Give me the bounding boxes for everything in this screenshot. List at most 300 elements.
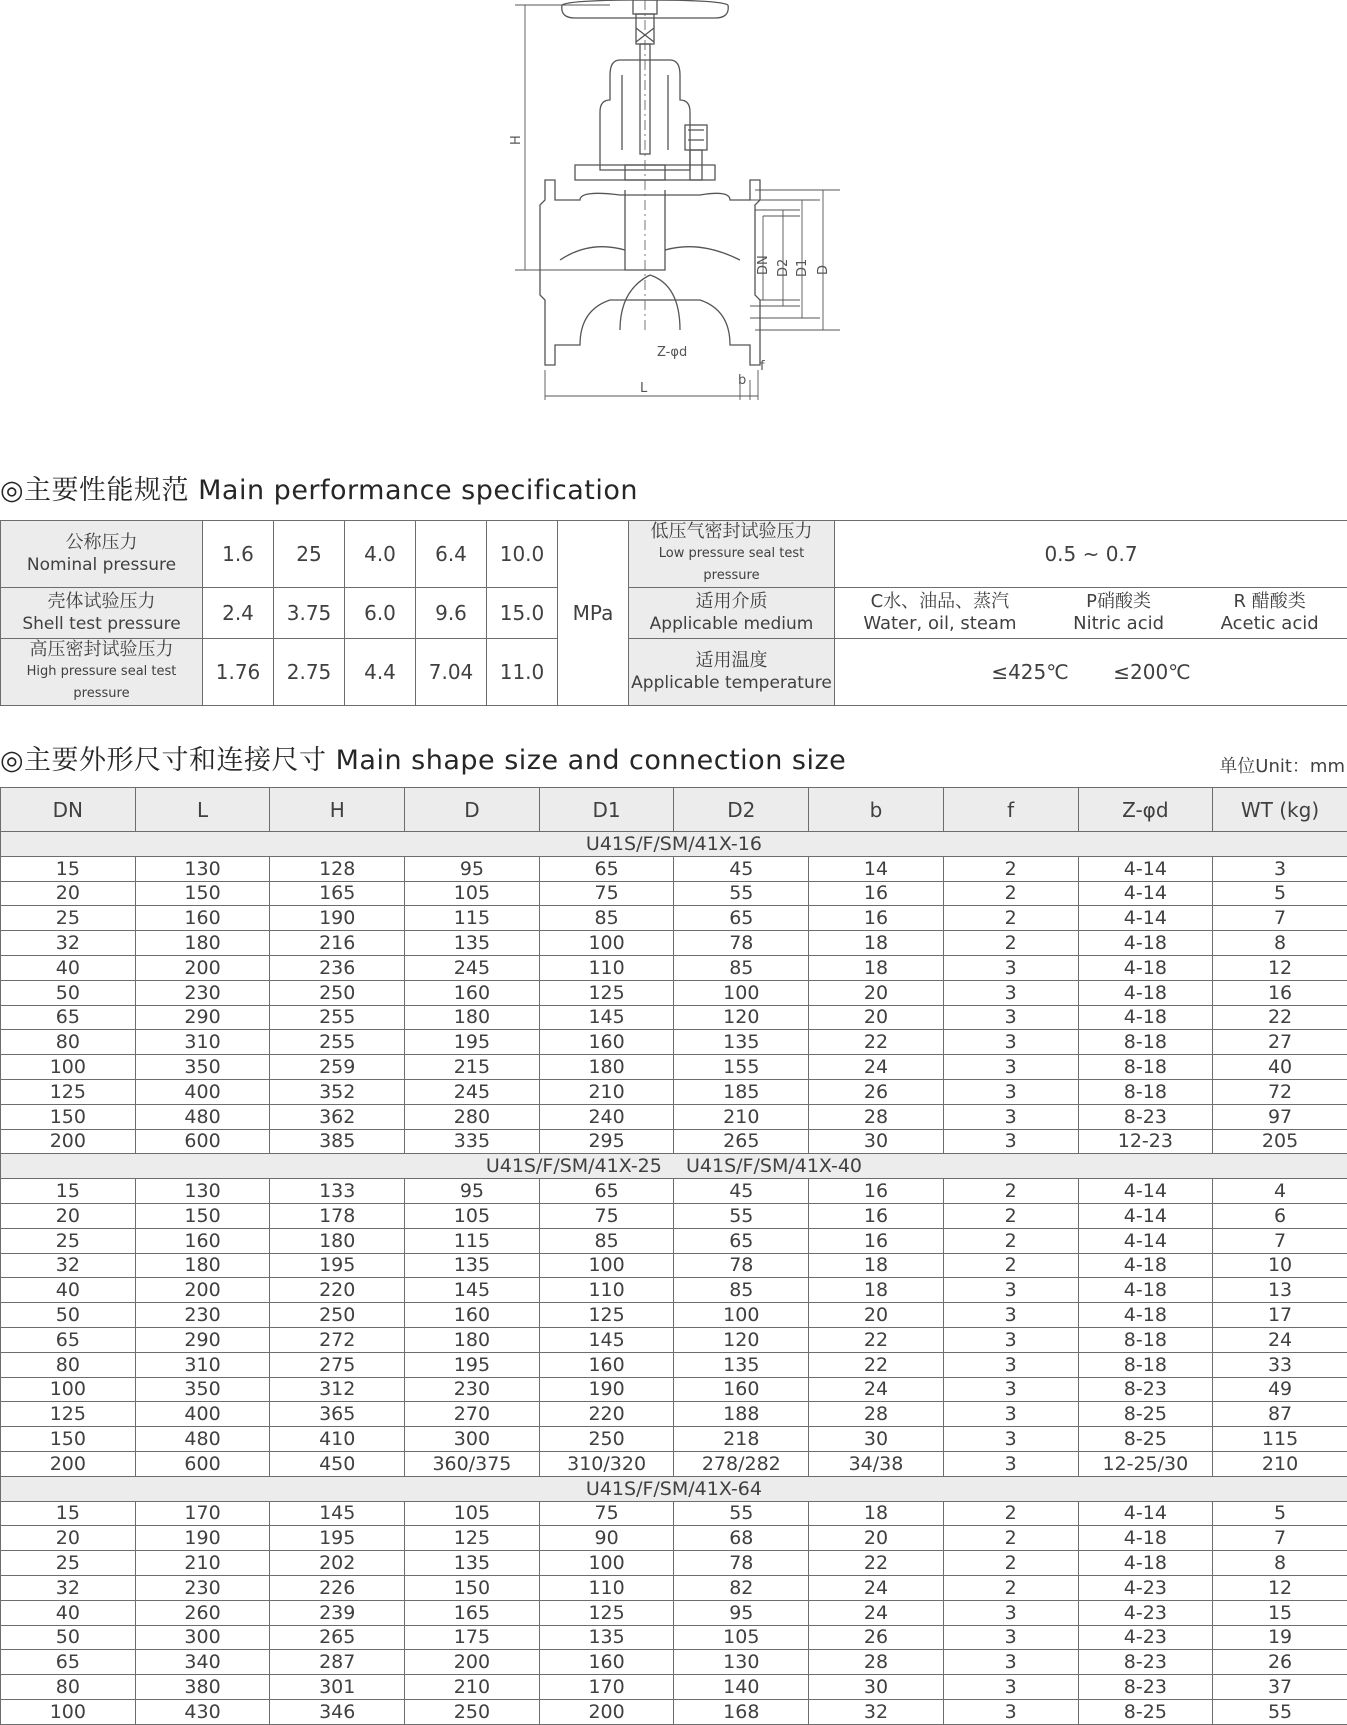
table-cell: 26 (809, 1625, 944, 1650)
table-cell: 4-23 (1078, 1600, 1213, 1625)
table-cell: 3 (943, 1402, 1078, 1427)
perf-label-low-seal: 低压气密封试验压力 Low pressure seal test pressure (629, 521, 835, 588)
table-cell: 15 (1, 856, 136, 881)
table-cell: 600 (135, 1451, 270, 1476)
table-cell: 45 (674, 856, 809, 881)
group-title: U41S/F/SM/41X-64 (1, 1476, 1347, 1501)
perf-unit: MPa (558, 521, 629, 706)
table-cell: 65 (1, 1327, 136, 1352)
table-cell: 7 (1213, 906, 1347, 931)
dim-label-b: b (738, 373, 746, 388)
table-cell: 20 (809, 1303, 944, 1328)
table-cell: 105 (405, 1501, 540, 1526)
table-cell: 100 (674, 1303, 809, 1328)
table-cell: 135 (674, 1352, 809, 1377)
table-cell: 160 (405, 980, 540, 1005)
table-cell: 80 (1, 1030, 136, 1055)
perf-cell: 11.0 (487, 639, 558, 706)
table-cell: 410 (270, 1427, 405, 1452)
table-cell: 255 (270, 1005, 405, 1030)
perf-label-shell: 壳体试验压力 Shell test pressure (1, 588, 203, 639)
table-cell: 200 (135, 955, 270, 980)
table-cell: 22 (1213, 1005, 1347, 1030)
table-cell: 24 (809, 1575, 944, 1600)
table-cell: 25 (1, 1228, 136, 1253)
table-cell: 400 (135, 1402, 270, 1427)
table-cell: 8-25 (1078, 1699, 1213, 1724)
table-cell: 2 (943, 1203, 1078, 1228)
table-cell: 25 (1, 1551, 136, 1576)
table-cell: 5 (1213, 1501, 1347, 1526)
table-cell: 22 (809, 1030, 944, 1055)
table-cell: 178 (270, 1203, 405, 1228)
table-cell: 230 (405, 1377, 540, 1402)
table-cell: 65 (674, 1228, 809, 1253)
perf-cell: 4.0 (345, 521, 416, 588)
table-cell: 226 (270, 1575, 405, 1600)
table-cell: 350 (135, 1377, 270, 1402)
table-cell: 2 (943, 881, 1078, 906)
group-row (1, 832, 1347, 857)
table-cell: 250 (270, 1303, 405, 1328)
table-cell: 2 (943, 906, 1078, 931)
valve-cross-section-figure (500, 0, 860, 405)
table-cell: 160 (135, 1228, 270, 1253)
table-cell: 300 (135, 1625, 270, 1650)
table-cell: 385 (270, 1129, 405, 1154)
perf-cell: 25 (274, 521, 345, 588)
table-cell: 210 (1213, 1451, 1347, 1476)
valve-drawing (500, 0, 860, 405)
table-row (1, 1451, 1347, 1476)
perf-cell: 4.4 (345, 639, 416, 706)
table-cell: 301 (270, 1675, 405, 1700)
table-cell: 7 (1213, 1228, 1347, 1253)
table-row (1, 1179, 1347, 1204)
table-cell: 75 (539, 1203, 674, 1228)
table-cell: 360/375 (405, 1451, 540, 1476)
table-cell: 4-14 (1078, 881, 1213, 906)
table-cell: 200 (405, 1650, 540, 1675)
table-cell: 20 (809, 1526, 944, 1551)
perf-cell: 3.75 (274, 588, 345, 639)
table-cell: 4-14 (1078, 906, 1213, 931)
table-cell: 480 (135, 1427, 270, 1452)
table-cell: 3 (943, 1327, 1078, 1352)
table-cell: 14 (809, 856, 944, 881)
table-cell: 65 (1, 1650, 136, 1675)
col-header: H (270, 788, 405, 832)
perf-low-seal-value: 0.5 ~ 0.7 (835, 521, 1347, 588)
table-cell: 160 (539, 1352, 674, 1377)
table-cell: 600 (135, 1129, 270, 1154)
table-cell: 200 (135, 1278, 270, 1303)
table-cell: 135 (405, 1551, 540, 1576)
table-cell: 272 (270, 1327, 405, 1352)
table-cell: 250 (270, 980, 405, 1005)
table-cell: 24 (809, 1600, 944, 1625)
table-cell: 125 (539, 1600, 674, 1625)
table-cell: 312 (270, 1377, 405, 1402)
table-cell: 40 (1213, 1055, 1347, 1080)
table-row (1, 1253, 1347, 1278)
table-cell: 145 (539, 1327, 674, 1352)
table-cell: 130 (674, 1650, 809, 1675)
table-row (1, 1625, 1347, 1650)
table-cell: 3 (943, 955, 1078, 980)
table-cell: 4 (1213, 1179, 1347, 1204)
table-cell: 100 (1, 1055, 136, 1080)
table-cell: 125 (405, 1526, 540, 1551)
table-cell: 125 (539, 980, 674, 1005)
table-cell: 2 (943, 931, 1078, 956)
table-cell: 250 (405, 1699, 540, 1724)
dims-header-row (1, 788, 1347, 832)
table-cell: 270 (405, 1402, 540, 1427)
col-header: L (135, 788, 270, 832)
table-cell: 85 (539, 906, 674, 931)
table-cell: 135 (539, 1625, 674, 1650)
table-cell: 85 (674, 955, 809, 980)
table-cell: 220 (539, 1402, 674, 1427)
table-cell: 3 (943, 1600, 1078, 1625)
table-cell: 210 (539, 1079, 674, 1104)
col-header: Z-φd (1078, 788, 1213, 832)
table-cell: 3 (943, 1650, 1078, 1675)
table-cell: 30 (809, 1675, 944, 1700)
table-cell: 18 (809, 931, 944, 956)
table-cell: 150 (135, 1203, 270, 1228)
table-row (1, 1501, 1347, 1526)
table-row (1, 1526, 1347, 1551)
table-cell: 4-14 (1078, 1179, 1213, 1204)
table-cell: 37 (1213, 1675, 1347, 1700)
table-cell: 8-25 (1078, 1427, 1213, 1452)
table-cell: 210 (674, 1104, 809, 1129)
table-row (1, 1104, 1347, 1129)
table-cell: 8-18 (1078, 1327, 1213, 1352)
table-cell: 32 (1, 1575, 136, 1600)
table-cell: 25 (1, 906, 136, 931)
table-cell: 150 (405, 1575, 540, 1600)
perf-cell: 6.4 (416, 521, 487, 588)
table-cell: 160 (539, 1030, 674, 1055)
table-cell: 130 (135, 856, 270, 881)
table-cell: 33 (1213, 1352, 1347, 1377)
table-cell: 210 (405, 1675, 540, 1700)
table-cell: 50 (1, 1303, 136, 1328)
table-cell: 97 (1213, 1104, 1347, 1129)
table-cell: 4-14 (1078, 856, 1213, 881)
table-cell: 75 (539, 1501, 674, 1526)
table-row (1, 955, 1347, 980)
table-row (1, 1575, 1347, 1600)
table-cell: 3 (943, 1699, 1078, 1724)
table-cell: 160 (405, 1303, 540, 1328)
table-cell: 68 (674, 1526, 809, 1551)
table-cell: 12-25/30 (1078, 1451, 1213, 1476)
table-cell: 20 (1, 881, 136, 906)
table-cell: 28 (809, 1650, 944, 1675)
table-cell: 18 (809, 955, 944, 980)
table-cell: 310 (135, 1030, 270, 1055)
table-cell: 22 (809, 1327, 944, 1352)
table-cell: 190 (270, 906, 405, 931)
table-cell: 135 (405, 931, 540, 956)
table-cell: 4-18 (1078, 1278, 1213, 1303)
table-cell: 195 (405, 1352, 540, 1377)
perf-cell: 6.0 (345, 588, 416, 639)
table-cell: 19 (1213, 1625, 1347, 1650)
table-cell: 12 (1213, 955, 1347, 980)
table-cell: 135 (405, 1253, 540, 1278)
perf-cell: 2.4 (203, 588, 274, 639)
perf-row-shell (1, 588, 1347, 639)
table-cell: 45 (674, 1179, 809, 1204)
table-cell: 100 (1, 1699, 136, 1724)
table-cell: 350 (135, 1055, 270, 1080)
table-row (1, 980, 1347, 1005)
table-cell: 150 (1, 1104, 136, 1129)
dim-label-h: H (509, 135, 524, 145)
table-cell: 3 (943, 1303, 1078, 1328)
table-row (1, 1079, 1347, 1104)
table-cell: 30 (809, 1129, 944, 1154)
table-cell: 3 (943, 1377, 1078, 1402)
table-cell: 100 (674, 980, 809, 1005)
dim-label-d1: D1 (795, 259, 810, 277)
performance-table (0, 520, 1347, 706)
table-cell: 4-14 (1078, 1501, 1213, 1526)
table-cell: 16 (809, 881, 944, 906)
table-cell: 8-18 (1078, 1030, 1213, 1055)
table-cell: 260 (135, 1600, 270, 1625)
table-cell: 15 (1, 1501, 136, 1526)
table-cell: 202 (270, 1551, 405, 1576)
table-cell: 110 (539, 955, 674, 980)
table-cell: 24 (1213, 1327, 1347, 1352)
dim-label-d2: D2 (776, 259, 791, 277)
table-cell: 239 (270, 1600, 405, 1625)
table-cell: 230 (135, 980, 270, 1005)
col-header: f (943, 788, 1078, 832)
table-cell: 8-23 (1078, 1675, 1213, 1700)
table-cell: 100 (539, 1551, 674, 1576)
table-cell: 32 (809, 1699, 944, 1724)
table-cell: 265 (270, 1625, 405, 1650)
table-cell: 26 (1213, 1650, 1347, 1675)
table-cell: 7 (1213, 1526, 1347, 1551)
table-cell: 16 (809, 1203, 944, 1228)
table-cell: 120 (674, 1005, 809, 1030)
table-cell: 105 (405, 881, 540, 906)
table-cell: 180 (135, 931, 270, 956)
table-cell: 3 (943, 1055, 1078, 1080)
table-cell: 18 (809, 1253, 944, 1278)
table-cell: 115 (405, 906, 540, 931)
table-cell: 13 (1213, 1278, 1347, 1303)
table-cell: 20 (809, 980, 944, 1005)
table-cell: 105 (405, 1203, 540, 1228)
table-row (1, 1030, 1347, 1055)
table-cell: 125 (1, 1402, 136, 1427)
table-cell: 180 (135, 1253, 270, 1278)
dimensions-section-title: ◎主要外形尺寸和连接尺寸 Main shape size and connection size (0, 738, 846, 777)
table-cell: 2 (943, 1179, 1078, 1204)
table-cell: 160 (674, 1377, 809, 1402)
table-cell: 3 (943, 1005, 1078, 1030)
table-cell: 195 (270, 1526, 405, 1551)
col-header: D2 (674, 788, 809, 832)
table-cell: 8 (1213, 931, 1347, 956)
table-cell: 4-18 (1078, 955, 1213, 980)
table-cell: 24 (809, 1055, 944, 1080)
perf-cell: 10.0 (487, 521, 558, 588)
group-title: U41S/F/SM/41X-16 (1, 832, 1347, 857)
perf-label-high-seal: 高压密封试验压力 High pressure seal test pressure (1, 639, 203, 706)
table-cell: 180 (539, 1055, 674, 1080)
table-row (1, 1055, 1347, 1080)
table-cell: 4-18 (1078, 1253, 1213, 1278)
table-cell: 8 (1213, 1551, 1347, 1576)
table-cell: 150 (135, 881, 270, 906)
table-cell: 100 (539, 931, 674, 956)
table-cell: 335 (405, 1129, 540, 1154)
table-cell: 310/320 (539, 1451, 674, 1476)
table-cell: 236 (270, 955, 405, 980)
table-row (1, 1303, 1347, 1328)
dim-label-z-phi-d: Z-φd (657, 345, 687, 360)
table-row (1, 1377, 1347, 1402)
table-cell: 65 (539, 1179, 674, 1204)
table-cell: 400 (135, 1079, 270, 1104)
table-cell: 3 (943, 980, 1078, 1005)
table-cell: 28 (809, 1104, 944, 1129)
table-cell: 65 (1, 1005, 136, 1030)
table-cell: 3 (943, 1079, 1078, 1104)
table-cell: 230 (135, 1575, 270, 1600)
group-row (1, 1476, 1347, 1501)
table-cell: 8-18 (1078, 1079, 1213, 1104)
table-cell: 3 (943, 1352, 1078, 1377)
dim-label-l: L (640, 381, 648, 396)
table-cell: 205 (1213, 1129, 1347, 1154)
table-row (1, 1600, 1347, 1625)
table-cell: 150 (1, 1427, 136, 1452)
table-cell: 340 (135, 1650, 270, 1675)
table-cell: 30 (809, 1427, 944, 1452)
table-cell: 78 (674, 931, 809, 956)
table-cell: 4-18 (1078, 931, 1213, 956)
table-cell: 265 (674, 1129, 809, 1154)
table-cell: 8-23 (1078, 1377, 1213, 1402)
table-cell: 168 (674, 1699, 809, 1724)
table-cell: 290 (135, 1005, 270, 1030)
group-title: U41S/F/SM/41X-25 U41S/F/SM/41X-40 (1, 1154, 1347, 1179)
table-cell: 2 (943, 1501, 1078, 1526)
table-cell: 3 (943, 1104, 1078, 1129)
table-cell: 3 (943, 1030, 1078, 1055)
table-cell: 100 (539, 1253, 674, 1278)
table-cell: 160 (135, 906, 270, 931)
table-cell: 362 (270, 1104, 405, 1129)
table-cell: 295 (539, 1129, 674, 1154)
table-cell: 133 (270, 1179, 405, 1204)
table-cell: 240 (539, 1104, 674, 1129)
table-cell: 80 (1, 1352, 136, 1377)
table-row (1, 1402, 1347, 1427)
table-cell: 80 (1, 1675, 136, 1700)
table-cell: 4-23 (1078, 1575, 1213, 1600)
table-cell: 4-23 (1078, 1625, 1213, 1650)
table-cell: 50 (1, 980, 136, 1005)
perf-label-medium: 适用介质 Applicable medium (629, 588, 835, 639)
table-cell: 2 (943, 1575, 1078, 1600)
table-cell: 110 (539, 1575, 674, 1600)
perf-cell: 2.75 (274, 639, 345, 706)
col-header: D (405, 788, 540, 832)
table-cell: 16 (809, 906, 944, 931)
table-row (1, 1699, 1347, 1724)
table-cell: 120 (674, 1327, 809, 1352)
table-cell: 190 (135, 1526, 270, 1551)
table-row (1, 1228, 1347, 1253)
dim-label-f: f (760, 359, 765, 374)
table-cell: 24 (809, 1377, 944, 1402)
table-row (1, 1005, 1347, 1030)
table-cell: 245 (405, 1079, 540, 1104)
table-cell: 230 (135, 1303, 270, 1328)
perf-cell: 7.04 (416, 639, 487, 706)
table-cell: 352 (270, 1079, 405, 1104)
table-cell: 40 (1, 955, 136, 980)
table-cell: 5 (1213, 881, 1347, 906)
table-cell: 8-18 (1078, 1352, 1213, 1377)
table-cell: 3 (943, 1427, 1078, 1452)
unit-label: 单位Unit：mm (1219, 752, 1345, 778)
table-cell: 75 (539, 881, 674, 906)
table-cell: 130 (135, 1179, 270, 1204)
perf-medium-value (835, 588, 1347, 639)
dimensions-table (0, 787, 1347, 1725)
table-cell: 4-18 (1078, 1526, 1213, 1551)
table-cell: 3 (943, 1675, 1078, 1700)
group-row (1, 1154, 1347, 1179)
medium-c: C水、油品、蒸汽 Water, oil, steam (863, 591, 1016, 635)
table-cell: 160 (539, 1650, 674, 1675)
table-cell: 20 (1, 1526, 136, 1551)
perf-row-high-seal (1, 639, 1347, 706)
table-row (1, 1650, 1347, 1675)
table-cell: 145 (270, 1501, 405, 1526)
perf-cell: 15.0 (487, 588, 558, 639)
table-cell: 20 (809, 1005, 944, 1030)
table-row (1, 1129, 1347, 1154)
table-cell: 8-23 (1078, 1650, 1213, 1675)
table-cell: 40 (1, 1600, 136, 1625)
table-row (1, 1675, 1347, 1700)
table-cell: 3 (1213, 856, 1347, 881)
table-cell: 95 (405, 1179, 540, 1204)
table-cell: 450 (270, 1451, 405, 1476)
table-cell: 278/282 (674, 1451, 809, 1476)
table-cell: 180 (405, 1005, 540, 1030)
table-cell: 2 (943, 1526, 1078, 1551)
table-row (1, 906, 1347, 931)
table-cell: 2 (943, 1253, 1078, 1278)
table-cell: 10 (1213, 1253, 1347, 1278)
table-cell: 255 (270, 1030, 405, 1055)
